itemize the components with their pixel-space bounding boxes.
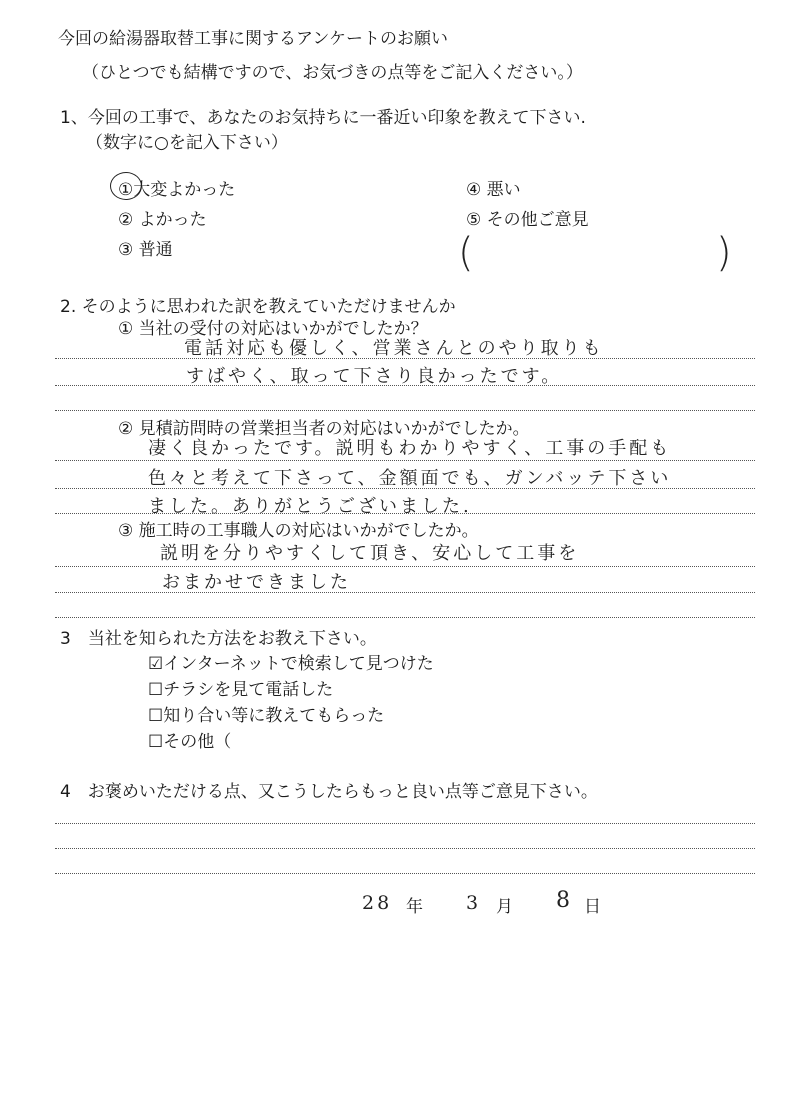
q2-item-1-answer-line-2: すばやく、取って下さり良かったです。 bbox=[186, 366, 563, 387]
answer-line bbox=[55, 460, 755, 461]
answer-line bbox=[55, 592, 755, 593]
q3-option-3[interactable] bbox=[148, 701, 384, 726]
q1-option-label: 普通 bbox=[138, 240, 173, 260]
answer-line bbox=[55, 513, 755, 514]
q1-option-number: ③ bbox=[118, 240, 134, 260]
survey-subtitle: （ひとつでも結構ですので、お気づきの点等をご記入ください。） bbox=[82, 63, 583, 83]
q3-option-label: チラシを見て電話した bbox=[163, 680, 334, 700]
q1-option-label: 悪い bbox=[486, 180, 521, 200]
q2-item-3-answer-line-1: 説明を分りやすくして頂き、安心して工事を bbox=[160, 543, 580, 564]
q1-option-label: よかった bbox=[138, 210, 207, 230]
q2-item-2-answer-line-3: ました。ありがとうございました. bbox=[148, 496, 472, 517]
answer-line bbox=[55, 488, 755, 489]
date-day-unit: 日 bbox=[584, 897, 601, 917]
q3-option-label: 知り合い等に教えてもらった bbox=[163, 706, 385, 726]
q3-option-1[interactable] bbox=[148, 649, 434, 674]
q2-item-2-answer-line-1: 凄く良かったです。説明もわかりやすく、工事の手配も bbox=[148, 438, 672, 459]
answer-line bbox=[55, 873, 755, 874]
q1-question: 1、今回の工事で、あなたのお気持ちに一番近い印象を教えて下さい. bbox=[60, 108, 586, 128]
q3-option-label: その他（ bbox=[163, 732, 232, 752]
q1-option-label: 大変よかった bbox=[133, 180, 236, 200]
q1-option-2[interactable] bbox=[118, 205, 207, 230]
q3-question: 3 当社を知られた方法をお教え下さい。 bbox=[60, 629, 377, 649]
q2-item-1-label: ① 当社の受付の対応はいかがでしたか？ bbox=[118, 319, 428, 339]
q4-question: 4 お褒めいただける点、又こうしたらもっと良い点等ご意見下さい。 bbox=[60, 782, 598, 802]
q1-note: （数字に○を記入下さい） bbox=[86, 133, 288, 153]
q1-option-number: ④ bbox=[466, 180, 482, 200]
q2-item-3-answer-line-2: おまかせできました bbox=[162, 572, 351, 593]
answer-line bbox=[55, 385, 755, 386]
q2-item-2-answer-line-2: 色々と考えて下さって、金額面でも、ガンバッテ下さい bbox=[148, 468, 672, 489]
answer-line bbox=[55, 410, 755, 411]
date-year: 28 bbox=[362, 892, 393, 914]
q2-item-1-answer-line-1: 電話対応も優しく、営業さんとのやり取りも bbox=[184, 338, 604, 359]
answer-line bbox=[55, 358, 755, 359]
q1-option-4[interactable] bbox=[466, 175, 521, 200]
q1-option-5[interactable] bbox=[466, 205, 589, 230]
q2-item-3-label: ③ 施工時の工事職人の対応はいかがでしたか。 bbox=[118, 521, 479, 541]
date-day: 8 bbox=[556, 888, 573, 913]
q1-option-3[interactable] bbox=[118, 235, 173, 260]
q3-option-4[interactable] bbox=[148, 727, 231, 752]
q1-option-number: ⑤ bbox=[466, 210, 482, 230]
q1-option-1[interactable] bbox=[118, 175, 235, 200]
checkbox-icon[interactable]: ☐ bbox=[148, 680, 164, 700]
q2-item-2-label: ② 見積訪問時の営業担当者の対応はいかがでしたか。 bbox=[118, 419, 530, 439]
q2-question: 2. そのように思われた訳を教えていただけませんか bbox=[60, 297, 456, 317]
q3-option-label: インターネットで検索して見つけた bbox=[163, 654, 434, 674]
date-year-unit: 年 bbox=[406, 897, 423, 917]
checkbox-icon[interactable]: ☐ bbox=[148, 706, 164, 726]
other-paren-open: ( bbox=[458, 230, 474, 276]
q1-option-label: その他ご意見 bbox=[486, 210, 589, 230]
checkbox-checked-icon[interactable]: ☑ bbox=[148, 654, 164, 674]
date-month: 3 bbox=[466, 892, 482, 914]
q3-option-2[interactable] bbox=[148, 675, 333, 700]
q1-option-number: ② bbox=[118, 210, 134, 230]
answer-line bbox=[55, 566, 755, 567]
checkbox-icon[interactable]: ☐ bbox=[148, 732, 164, 752]
answer-line bbox=[55, 617, 755, 618]
answer-line bbox=[55, 823, 755, 824]
q1-option-number: ① bbox=[118, 180, 134, 200]
answer-line bbox=[55, 848, 755, 849]
date-month-unit: 月 bbox=[496, 897, 513, 917]
survey-title: 今回の給湯器取替工事に関するアンケートのお願い bbox=[58, 29, 448, 49]
other-paren-close: ) bbox=[716, 230, 732, 276]
